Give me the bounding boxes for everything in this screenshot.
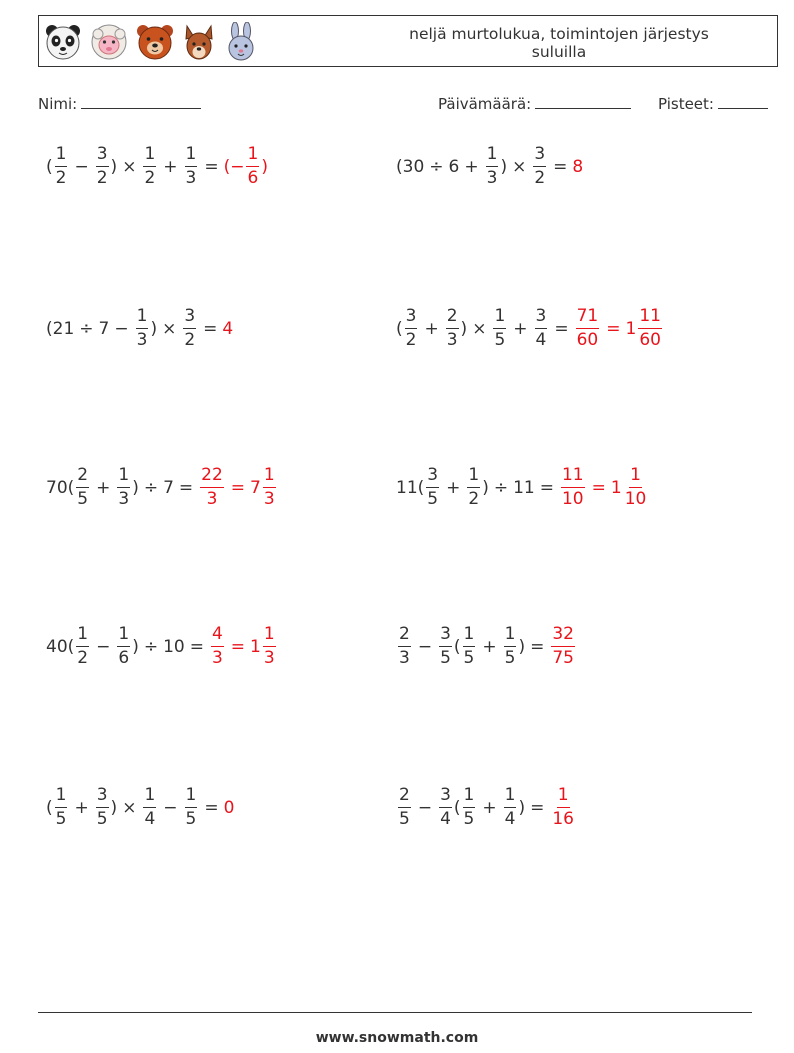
problem-9: ( $\frac{1}{5}$ + $\frac{3}{5}$ ) × $\frac{1}{4}$ − $\frac{1}{5}$ = 0 bbox=[46, 785, 235, 829]
footer-divider bbox=[38, 1012, 752, 1013]
name-field bbox=[38, 94, 201, 113]
answer: $\frac{1}{16}$ bbox=[552, 785, 574, 829]
problem-3: ( 21 ÷ 7 − $\frac{1}{3}$ ) × $\frac{3}{2}$ = 4 bbox=[46, 306, 234, 350]
problem-7: 40 ( $\frac{1}{2}$ − $\frac{1}{6}$ ) ÷ 10 = $\frac{4}{3}$ = 1 $\frac{1}{3}$ bbox=[46, 626, 278, 667]
fraction: $\frac{1}{5}$ bbox=[55, 785, 67, 829]
rabbit-icon bbox=[223, 22, 259, 62]
fraction: $\frac{1}{3}$ bbox=[185, 144, 197, 188]
fraction: $\frac{2}{5}$ bbox=[77, 465, 89, 509]
fraction: $\frac{3}{5}$ bbox=[440, 624, 451, 668]
sheep-icon bbox=[89, 22, 129, 62]
fraction: $\frac{1}{2}$ bbox=[77, 624, 89, 668]
fraction: $\frac{3}{5}$ bbox=[427, 465, 439, 509]
fraction: $\frac{3}{4}$ bbox=[440, 785, 451, 829]
header-box bbox=[38, 15, 778, 67]
fraction: $\frac{1}{2}$ bbox=[468, 465, 480, 509]
fraction: $\frac{3}{2}$ bbox=[405, 306, 417, 350]
fraction: $\frac{1}{3}$ bbox=[118, 465, 130, 509]
problem-8: $\frac{2}{3}$ − $\frac{3}{5}$ ( $\frac{1}{5}$ + $\frac{1}{5}$ ) = $\frac{32}{75}$ bbox=[396, 626, 577, 667]
answer: 0 bbox=[223, 797, 235, 818]
fraction: $\frac{3}{2}$ bbox=[96, 144, 108, 188]
worksheet-title: neljä murtolukua, toimintojen järjestys suluilla bbox=[409, 25, 709, 61]
problem-5: 70 ( $\frac{2}{5}$ + $\frac{1}{3}$ ) ÷ 7 = $\frac{22}{3}$ = 7 $\frac{1}{3}$ bbox=[46, 467, 278, 508]
fraction: $\frac{3}{5}$ bbox=[96, 785, 108, 829]
fraction: $\frac{3}{4}$ bbox=[535, 306, 547, 350]
fraction: $\frac{1}{5}$ bbox=[463, 785, 475, 829]
bear-icon bbox=[135, 22, 175, 62]
footer-site[interactable]: www.snowmath.com bbox=[315, 1030, 479, 1046]
problem-10: $\frac{2}{5}$ − $\frac{3}{4}$ ( $\frac{1}{5}$ + $\frac{1}{4}$ ) = $\frac{1}{16}$ bbox=[396, 787, 577, 828]
panda-icon bbox=[43, 22, 83, 62]
fraction: $\frac{1}{4}$ bbox=[504, 785, 516, 829]
answer: $\frac{4}{3}$ = 1 $\frac{1}{3}$ bbox=[211, 624, 275, 668]
score-label: Pisteet: bbox=[658, 95, 714, 113]
animal-icons bbox=[43, 20, 259, 64]
fraction: $\frac{2}{3}$ bbox=[446, 306, 458, 350]
fraction: $\frac{1}{4}$ bbox=[144, 785, 156, 829]
fraction: $\frac{1}{2}$ bbox=[144, 144, 156, 188]
fraction: $\frac{1}{6}$ bbox=[118, 624, 130, 668]
fraction: $\frac{1}{2}$ bbox=[55, 144, 67, 188]
fraction: $\frac{3}{2}$ bbox=[184, 306, 196, 350]
problem-1: ( $\frac{1}{2}$ − $\frac{3}{2}$ ) × $\frac{1}{2}$ + $\frac{1}{3}$ = (− $\frac{1}{6}$ ) bbox=[46, 144, 268, 188]
fraction: $\frac{1}{5}$ bbox=[463, 624, 475, 668]
fraction: $\frac{1}{3}$ bbox=[486, 144, 498, 188]
fraction: $\frac{1}{5}$ bbox=[494, 306, 506, 350]
fraction: $\frac{2}{3}$ bbox=[399, 624, 410, 668]
answer: $\frac{22}{3}$ = 7 $\frac{1}{3}$ bbox=[201, 465, 275, 509]
problem-4: ( $\frac{3}{2}$ + $\frac{2}{3}$ ) × $\frac{1}{5}$ + $\frac{3}{4}$ = $\frac{71}{60}$ = 1 $\frac{11}{60}$ bbox=[396, 308, 664, 349]
fraction: $\frac{1}{5}$ bbox=[504, 624, 516, 668]
date-label: Päivämäärä: bbox=[438, 95, 532, 113]
answer: $\frac{32}{75}$ bbox=[552, 624, 574, 668]
name-label: Nimi: bbox=[38, 95, 78, 113]
answer: (− $\frac{1}{6}$ ) bbox=[223, 144, 268, 188]
fraction: $\frac{3}{2}$ bbox=[534, 144, 546, 188]
date-field bbox=[438, 94, 631, 113]
name-line[interactable] bbox=[81, 94, 201, 109]
fraction: $\frac{1}{5}$ bbox=[185, 785, 197, 829]
answer: $\frac{71}{60}$ = 1 $\frac{11}{60}$ bbox=[576, 306, 661, 350]
fraction: $\frac{1}{3}$ bbox=[136, 306, 148, 350]
problem-2: ( 30 ÷ 6 + $\frac{1}{3}$ ) × $\frac{3}{2}$ = 8 bbox=[396, 144, 584, 188]
fox-icon bbox=[181, 22, 217, 62]
score-field bbox=[658, 94, 768, 113]
answer: 4 bbox=[222, 318, 234, 339]
problem-6: 11 ( $\frac{3}{5}$ + $\frac{1}{2}$ ) ÷ 11 = $\frac{11}{10}$ = 1 $\frac{1}{10}$ bbox=[396, 467, 649, 508]
fraction: $\frac{2}{5}$ bbox=[399, 785, 410, 829]
answer: $\frac{11}{10}$ = 1 $\frac{1}{10}$ bbox=[561, 465, 647, 509]
answer: 8 bbox=[572, 156, 584, 177]
date-line[interactable] bbox=[535, 94, 631, 109]
score-line[interactable] bbox=[718, 94, 768, 109]
